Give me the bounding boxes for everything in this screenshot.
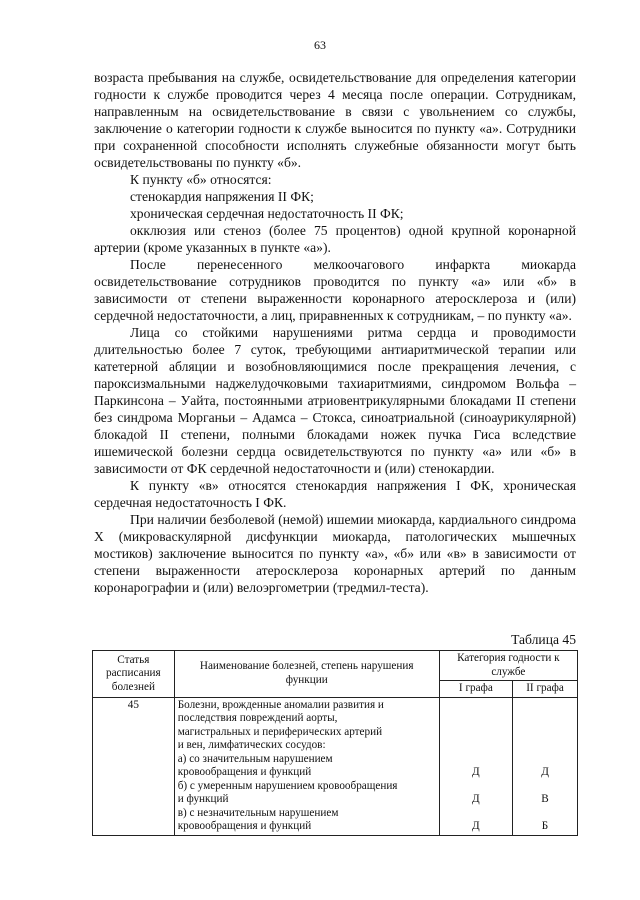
- graph-1-cell: [439, 697, 512, 835]
- header-disease-name: Наименование болезней, степень нарушения функции: [174, 651, 439, 698]
- disease-line: магистральных и периферических артерий: [177, 725, 383, 738]
- header-article: Статья расписания болезней: [93, 651, 175, 698]
- table-caption: Таблица 45: [511, 632, 576, 647]
- disease-line: последствия повреждений аорты,: [177, 712, 338, 724]
- disease-line: а) со значительным нарушением: [177, 752, 333, 765]
- header-graph-1: I графа: [439, 681, 512, 698]
- disease-line: б) с умеренным нарушением кровообращения: [177, 779, 398, 792]
- table-header-row: [93, 651, 578, 681]
- paragraph: возраста пребывания на службе, освидетельствование для определения категории годности к службе проводится через 4 месяца после операции. Сотрудникам, направленным на освидетельствование в связи с увольнением со службы, заключение о категории годности к службе выносится по пункту «а». Сотрудники при сохраненной способности исполнять служебные обязанности могут быть освидетельствованы по пункту «б».: [94, 70, 576, 170]
- graph-2-value-a: Д: [541, 766, 549, 778]
- paragraph: К пункту «б» относятся:: [130, 172, 272, 187]
- graph-2-value-b: В: [541, 793, 549, 805]
- article-number: 45: [93, 697, 175, 835]
- paragraph: стенокардия напряжения II ФК;: [130, 189, 314, 204]
- paragraph: хроническая сердечная недостаточность II ФК;: [130, 206, 404, 221]
- header-category: Категория годности к службе: [439, 651, 577, 681]
- paragraph: Лица со стойкими нарушениями ритма сердца и проводимости длительностью более 7 суток, требующими антиаритмической терапии или катетерной абляции и возобновляющимися после прекращения лечения, с пароксизмальными наджелудочковыми тахиаритмиями, синдромом Вольфа – Паркинсона – Уайта, постоянными атриовентрикулярными блокадами II степени без синдрома Морганьи – Адамса – Стокса, синоатриальной (синоаурикулярной) блокадой II степени, полными блокадами ножек пучка Гиса вследствие ишемической болезни сердца освидетельствуются по пункту «а» или «б» в зависимости от ФК сердечной недостаточности и (или) стенокардии.: [94, 325, 576, 476]
- disease-line: и вен, лимфатических сосудов:: [177, 739, 326, 751]
- disease-table: [92, 650, 578, 836]
- header-graph-2: II графа: [513, 681, 578, 698]
- paragraph: К пункту «в» относятся стенокардия напряжения I ФК, хроническая сердечная недостаточность I ФК.: [94, 478, 576, 510]
- graph-2-value-c: Б: [541, 820, 549, 832]
- graph-1-value-a: Д: [472, 766, 480, 778]
- body-text: [94, 69, 576, 596]
- table-row: [93, 697, 578, 835]
- graph-1-value-c: Д: [472, 820, 480, 832]
- disease-line: Болезни, врожденные аномалии развития и: [177, 698, 384, 711]
- paragraph: При наличии безболевой (немой) ишемии миокарда, кардиального синдрома X (микроваскулярной дисфункции миокарда, патологических мышечных мостиков) заключение выносится по пункту «а», «б» или «в» в зависимости от степени выраженности атеросклероза коронарных артерий по данным коронарографии и (или) велоэргометрии (тредмил-теста).: [94, 512, 576, 595]
- page-number: 63: [314, 38, 326, 52]
- graph-1-value-b: Д: [472, 793, 480, 805]
- disease-line: и функций: [177, 793, 229, 805]
- disease-name-cell: [174, 697, 439, 835]
- disease-line: кровообращения и функций: [177, 820, 312, 832]
- paragraph: После перенесенного мелкоочагового инфаркта миокарда освидетельствование сотрудников проводится по пункту «а» или «б» в зависимости от степени выраженности коронарного атеросклероза и (или) сердечной недостаточности, а лиц, приравненных к сотрудникам, – по пункту «а».: [94, 257, 576, 323]
- disease-line: в) с незначительным нарушением: [177, 806, 339, 819]
- graph-2-cell: [513, 697, 578, 835]
- paragraph: окклюзия или стеноз (более 75 процентов) одной крупной коронарной артерии (кроме указанных в пункте «а»).: [94, 223, 576, 255]
- disease-line: кровообращения и функций: [177, 766, 312, 778]
